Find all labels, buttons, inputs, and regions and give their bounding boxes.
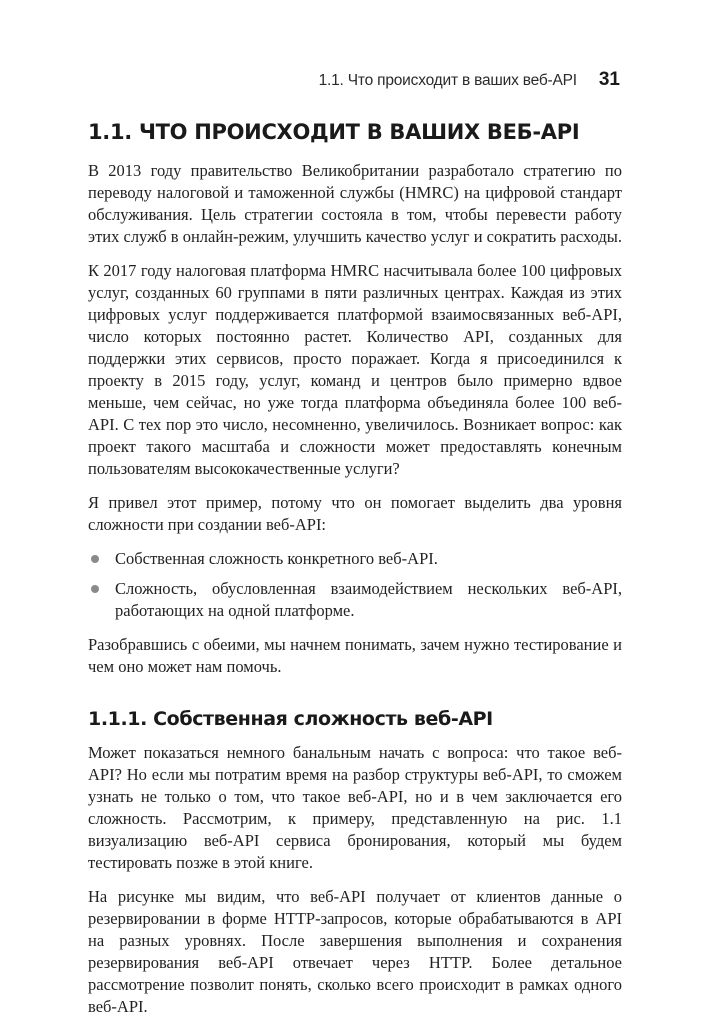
subsection-heading: 1.1.1. Собственная сложность веб-API [88, 708, 493, 730]
paragraph: В 2013 году правительство Великобритании разработало стратегию по переводу налоговой и таможенной службы (HMRC) на цифровой стандарт обслуживания. Цель стратегии состояла в том, чтобы перевести работу этих служб в онлайн-режим, улучшить качество услуг и сократить расходы. [88, 161, 622, 246]
bullet-icon [91, 555, 99, 563]
paragraph: Разобравшись с обеими, мы начнем понимать, зачем нужно тестирование и чем оно может нам помочь. [88, 635, 622, 676]
bullet-text: Собственная сложность конкретного веб-API. [115, 549, 438, 568]
paragraph: К 2017 году налоговая платформа HMRC насчитывала более 100 цифровых услуг, созданных 60 группами в пяти различных центрах. Каждая из этих цифровых услуг поддерживается платформой взаимосвязанных веб-API, число которых постоянно растет. Количество API, созданных для поддержки этих сервисов, просто поражает. Когда я присоединился к проекту в 2015 году, услуг, команд и центров было примерно вдвое меньше, чем сейчас, но уже тогда платформа объединяла более 100 веб-API. С тех пор это число, несомненно, увеличилось. Возникает вопрос: как проект такого масштаба и сложности может предоставлять конечным пользователям высококачественные услуги? [88, 261, 622, 478]
page-number: 31 [598, 69, 620, 90]
section-spacer [88, 690, 622, 708]
bullet-item [88, 548, 622, 570]
running-title: 1.1. Что происходит в ваших веб-API [318, 72, 577, 89]
bullet-item [88, 578, 622, 622]
paragraph: Может показаться немного банальным начать с вопроса: что такое веб-API? Но если мы потратим время на разбор структуры веб-API, то сможем узнать не только о том, что такое веб-API, но и в чем заключается его сложность. Рассмотрим, к примеру, представленную на рис. 1.1 визуализацию веб-API сервиса бронирования, который мы будем тестировать позже в этой книге. [88, 743, 622, 872]
section-heading: 1.1. ЧТО ПРОИСХОДИТ В ВАШИХ ВЕБ-API [88, 120, 580, 144]
bullet-icon [91, 585, 99, 593]
paragraph: Я привел этот пример, потому что он помогает выделить два уровня сложности при создании веб-API: [88, 493, 622, 534]
page-content [88, 120, 622, 1030]
paragraph: На рисунке мы видим, что веб-API получает от клиентов данные о резервировании в форме HTTP-запросов, которые обрабатываются в API на разных уровнях. После завершения выполнения и сохранения резервирования веб-API отвечает через HTTP. Более детальное рассмотрение позволит понять, сколько всего происходит в рамках одного веб-API. [88, 887, 622, 1016]
bullet-list [88, 548, 622, 622]
running-header [319, 69, 620, 91]
bullet-text: Сложность, обусловленная взаимодействием нескольких веб-API, работающих на одной платформе. [115, 579, 622, 620]
